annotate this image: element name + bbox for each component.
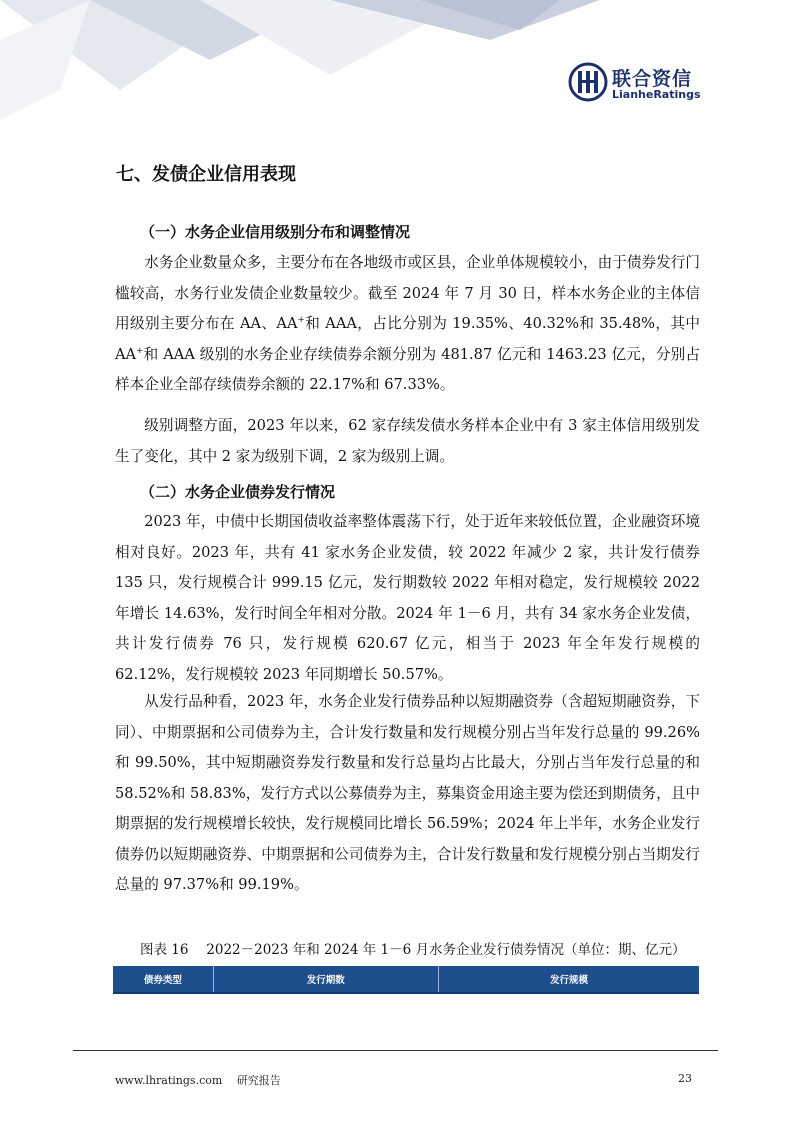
logo-text-cn: 联合资信: [612, 68, 693, 90]
bond-issuance-table-header: [113, 966, 699, 994]
page-number: 23: [678, 1072, 692, 1085]
logo-text-en: LianheRatings: [612, 88, 701, 101]
table-caption: 图表 16 2022－2023 年和 2024 年 1－6 月水务企业发行债券情况（单位：期、亿元）: [140, 942, 686, 958]
table-header-issue-count: 发行期数: [214, 966, 439, 992]
lianhe-logo: [568, 62, 708, 106]
footer-website: www.lhratings.com 研究报告: [115, 1074, 281, 1087]
paragraph-bond-issuance: 2023 年，中债中长期国债收益率整体震荡下行，处于近年来较低位置，企业融资环境相对良好。2023 年，共有 41 家水务企业发债，较 2022 年减少 2 家，共计发行债券 135 只，发行规模合计 999.15 亿元，发行期数较 2022 年相对稳定，发行规模较 2022 年增长 14.63%，发行时间全年相对分散。2024 年 1－6 月，共有 34 家水务企业发债，共计发行债券 76 只，发行规模 620.67 亿元，相当于 2023 年全年发行规模的 62.12%，发行规模较 2023 年同期增长 50.57%。: [115, 513, 700, 683]
paragraph-bond-types: 从发行品种看，2023 年，水务企业发行债券品种以短期融资券（含超短期融资券，下同）、中期票据和公司债券为主，合计发行数量和发行规模分别占当年发行总量的 99.26%和 99.50%，其中短期融资券发行数量和发行总量均占比最大，分别占当年发行总量的和 58.52%和 58.83%，发行方式以公募债券为主，募集资金用途主要为偿还到期债务，且中期票据的发行规模增长较快，发行规模同比增长 56.59%；2024 年上半年，水务企业发行债券仍以短期融资券、中期票据和公司债券为主，合计发行数量和发行规模分别占当期发行总量的 97.37%和 99.19%。: [115, 693, 700, 893]
paragraph-rating-distribution: 水务企业数量众多，主要分布在各地级市或区县，企业单体规模较小，由于债券发行门槛较高，水务行业发债企业数量较少。截至 2024 年 7 月 30 日，样本水务企业的主体信用级别主要分布在 AA、AA+和 AAA，占比分别为 19.35%、40.32%和 35.48%，其中 AA+和 AAA 级别的水务企业存续债券余额分别为 481.87 亿元和 1463.23 亿元，分别占样本企业全部存续债券余额的 22.17%和 67.33%。: [115, 254, 700, 393]
subsection-title-2: （二）水务企业债券发行情况: [140, 483, 336, 501]
table-header-issue-size: 发行规模: [549, 975, 588, 986]
table-header-bond-type: 债券类型: [113, 966, 214, 992]
lianhe-logo-icon: [568, 62, 608, 102]
subsection-title-1: （一）水务企业信用级别分布和调整情况: [140, 223, 411, 241]
footer-divider: [73, 1050, 718, 1051]
section-title: 七、发债企业信用表现: [116, 164, 296, 185]
paragraph-rating-adjustment: 级别调整方面，2023 年以来，62 家存续发债水务样本企业中有 3 家主体信用级别发生了变化，其中 2 家为级别下调，2 家为级别上调。: [115, 417, 700, 465]
